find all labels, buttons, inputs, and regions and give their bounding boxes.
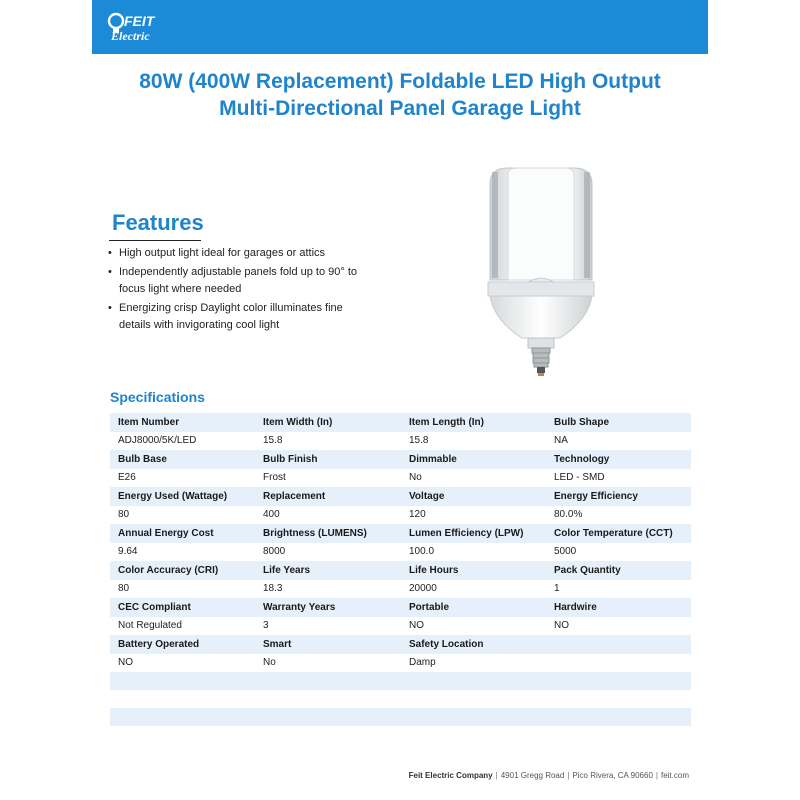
- features-underline: [109, 240, 201, 241]
- page-title: [92, 68, 708, 122]
- spec-label: Energy Efficiency: [554, 490, 638, 502]
- spec-value: Not Regulated: [118, 620, 182, 632]
- spec-label: Item Number: [118, 416, 180, 428]
- spec-value: 3: [263, 620, 269, 632]
- spec-label: Battery Operated: [118, 638, 200, 650]
- item-number-link[interactable]: ADJ8000/5K/LED: [118, 435, 197, 447]
- feature-item: [106, 264, 376, 299]
- specifications-table: [110, 413, 691, 672]
- spec-label: Item Length (In): [409, 416, 484, 428]
- spec-label: Replacement: [263, 490, 326, 502]
- spec-label: Lumen Efficiency (LPW): [409, 527, 524, 539]
- spec-label: CEC Compliant: [118, 601, 191, 613]
- spec-label: Color Temperature (CCT): [554, 527, 673, 539]
- spec-label: Portable: [409, 601, 450, 613]
- spec-label: Bulb Finish: [263, 453, 318, 465]
- spec-value: 15.8: [409, 435, 429, 447]
- footer-separator: |: [655, 771, 658, 780]
- feature-item: [106, 300, 376, 335]
- empty-spec-row: [110, 708, 691, 726]
- specifications-heading: Specifications: [110, 389, 205, 405]
- spec-value: NO: [409, 620, 424, 632]
- spec-value: No: [409, 472, 422, 484]
- spec-value-row: [110, 543, 691, 562]
- spec-value: 18.3: [263, 583, 283, 595]
- spec-value: No: [263, 657, 276, 669]
- spec-label: Dimmable: [409, 453, 457, 465]
- bullet-icon: •: [108, 265, 112, 278]
- footer-address: 4901 Gregg Road: [500, 771, 565, 780]
- spec-label: Bulb Shape: [554, 416, 610, 428]
- spec-label: [546, 635, 691, 654]
- spec-label-row: [110, 450, 691, 469]
- spec-value-row: [110, 432, 691, 451]
- spec-value: Frost: [263, 472, 286, 484]
- spec-value: 100.0: [409, 546, 435, 558]
- spec-value: 20000: [409, 583, 437, 595]
- spec-label-row: [110, 524, 691, 543]
- spec-value: NO: [118, 657, 133, 669]
- spec-value: [546, 654, 691, 673]
- header-bar: [92, 0, 708, 54]
- spec-value: E26: [118, 472, 136, 484]
- spec-value: 9.64: [118, 546, 138, 558]
- spec-label: Bulb Base: [118, 453, 167, 465]
- feature-item: [106, 245, 376, 263]
- spec-value: LED - SMD: [554, 472, 605, 484]
- footer-website-link[interactable]: feit.com: [660, 771, 689, 780]
- spec-label: Voltage: [409, 490, 445, 502]
- spec-label: Brightness (LUMENS): [263, 527, 367, 539]
- spec-value: 8000: [263, 546, 286, 558]
- spec-label-row: [110, 561, 691, 580]
- spec-value: NA: [554, 435, 568, 447]
- spec-label: Item Width (In): [263, 416, 333, 428]
- spec-value: NO: [554, 620, 569, 632]
- spec-label: Life Years: [263, 564, 311, 576]
- title-line-1: 80W (400W Replacement) Foldable LED High Output: [139, 70, 661, 93]
- spec-value-row: [110, 654, 691, 673]
- spec-value-row: [110, 580, 691, 599]
- features-heading: Features: [112, 210, 204, 235]
- spec-value: 15.8: [263, 435, 283, 447]
- empty-spec-row: [110, 672, 691, 690]
- title-line-2: Multi-Directional Panel Garage Light: [219, 97, 581, 120]
- spec-label: Warranty Years: [263, 601, 336, 613]
- spec-value: 80: [118, 509, 130, 521]
- svg-text:FEIT: FEIT: [124, 13, 155, 29]
- bullet-icon: •: [108, 247, 112, 259]
- spec-label: Annual Energy Cost: [118, 527, 214, 539]
- spec-label: Safety Location: [409, 638, 484, 650]
- spec-label: Smart: [263, 638, 292, 650]
- feit-electric-logo[interactable]: [106, 10, 176, 44]
- spec-label: Life Hours: [409, 564, 459, 576]
- spec-value-row: [110, 469, 691, 488]
- footer-separator: |: [567, 771, 570, 780]
- bullet-icon: •: [108, 301, 112, 314]
- spec-value: 120: [409, 509, 426, 521]
- spec-label: Color Accuracy (CRI): [118, 564, 219, 576]
- svg-text:Electric: Electric: [111, 29, 150, 43]
- feature-text: Energizing crisp Daylight color illuminates fine details with invigorating cool light: [119, 301, 343, 332]
- spec-label: Hardwire: [554, 601, 597, 613]
- spec-value: 80: [118, 583, 130, 595]
- feature-text: High output light ideal for garages or attics: [119, 247, 326, 259]
- footer-separator: |: [495, 771, 498, 780]
- spec-value-row: [110, 506, 691, 525]
- product-image: [478, 162, 604, 380]
- spec-value: 80.0%: [554, 509, 583, 521]
- footer-company: Feit Electric Company: [408, 771, 493, 780]
- spec-value-row: [110, 617, 691, 636]
- spec-label: Pack Quantity: [554, 564, 621, 576]
- spec-label: Technology: [554, 453, 610, 465]
- spec-label: Energy Used (Wattage): [118, 490, 228, 502]
- spec-label-row: [110, 487, 691, 506]
- spec-value: 400: [263, 509, 280, 521]
- spec-value: Damp: [409, 657, 436, 669]
- footer: [409, 771, 689, 780]
- feature-text: Independently adjustable panels fold up to 90° to focus light where needed: [119, 265, 358, 296]
- spec-label-row: [110, 635, 691, 654]
- spec-label-row: [110, 413, 691, 432]
- spec-value: 1: [554, 583, 560, 595]
- features-list: [106, 245, 376, 336]
- footer-city: Pico Rivera, CA 90660: [572, 771, 653, 780]
- spec-value: 5000: [554, 546, 577, 558]
- spec-label-row: [110, 598, 691, 617]
